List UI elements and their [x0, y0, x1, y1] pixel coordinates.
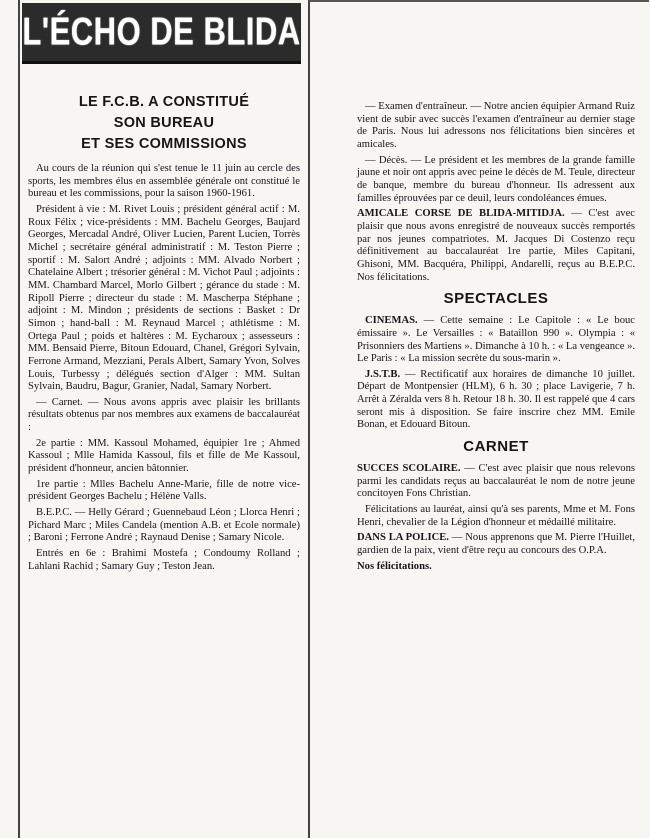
- paragraph-police: [357, 532, 635, 557]
- succes-text: — C'est avec plaisir que nous relevons parmi les candidats reçus au baccalauréat le nom de notre jeune concitoyen Fons Christian.: [357, 463, 635, 500]
- paragraph-amicale: [357, 208, 635, 284]
- left-border-rule: [18, 0, 20, 838]
- paragraph-succes: [357, 463, 635, 501]
- carnet-body: [357, 463, 635, 573]
- headline-line-1: LE F.C.B. A CONSTITUÉ: [78, 94, 250, 110]
- column-divider-rule: [308, 0, 310, 838]
- paragraph-felicitations: Félicitations au lauréat, ainsi qu'à ses parents, Mme et M. Fons Henri, chevalier de la Légion d'honneur et médaillé militaire.: [357, 504, 635, 528]
- closing-line: Nos félicitations.: [357, 560, 432, 572]
- carnet-heading: CARNET: [463, 438, 529, 456]
- paragraph-bac-1re: 1re partie : Mlles Bachelu Anne-Marie, fille de notre vice-président Georges Bachelu ; Hélène Valls.: [28, 478, 300, 503]
- headline-line-2: SON BUREAU: [113, 115, 215, 131]
- paragraph-carnet: — Carnet. — Nous avons appris avec plaisir les brillants résultats obtenus par nos membres aux examens de baccalauréat :: [28, 396, 300, 434]
- cinemas-lead: CINEMAS.: [365, 315, 418, 327]
- spectacles-heading: SPECTACLES: [443, 290, 549, 308]
- succes-lead: SUCCES SCOLAIRE.: [357, 463, 461, 475]
- masthead-banner: [22, 3, 301, 64]
- paragraph-examen: — Examen d'entraîneur. — Notre ancien équipier Armand Ruiz vient de subir avec succès l'examen d'entraîneur au dernier stage de Paris. Nous lui adressons nos félicitations bien sincères et amicales.: [357, 101, 635, 150]
- police-text: — Nous apprenons que M. Pierre l'Huillet, gardien de la paix, vient d'être reçu au concours des O.P.A.: [357, 532, 635, 557]
- column-right: [357, 101, 635, 576]
- jstb-text: — Rectificatif aux horaires de dimanche 10 juillet. Départ de Montpensier (HLM), 6 h. 30 ; place Lavigerie, 7 h. Arrêt à Zéralda vers 8 h. Retour 18 h. 30. Il est rappelé que 4 cars seront mis à disposition. Se faire inscrire chez MM. Emile Bonan, et Edouard Bitoun.: [357, 368, 635, 431]
- amicale-lead: AMICALE CORSE DE BLIDA-MITIDJA.: [357, 208, 565, 220]
- club-news: [357, 101, 635, 284]
- headline-line-3: ET SES COMMISSIONS: [81, 136, 247, 152]
- top-border-rule: [309, 0, 649, 2]
- amicale-text: — C'est avec plaisir que nous avons enregistré de nouveaux succès remportés par nos jeunes compatriotes. M. Jacques Di Costenzo reçu définitivement au baccalauréat 1re partie, Miles Capitani, Ghisoni, MM. Bacquéra, Philippi, Andarelli, reçus au B.E.P.C. Nos félicitations.: [357, 208, 635, 283]
- cinemas-text: — Cette semaine : Le Capitole : « Le bouc émissaire ». Le Versailles : « Bataillon 990 ». Olympia : « Prisonniers des Martiens ». Dimanche à 10 h. : « La vengeance ». Le Paris : « La mission secrète du sous-marin ».: [357, 315, 636, 365]
- paragraph-bepc: B.E.P.C. — Helly Gérard ; Guennebaud Léon ; Llorca Henri ; Pichard Marc ; Miles Candela (mention A.B. et Ecole normale) ; Baroni ; Ferrone André ; Raynaud Denise ; Samary Nicole.: [28, 507, 300, 544]
- paragraph-bureau: Président à vie : M. Rivet Louis ; président général actif : M. Roux Félix ; vice-présidents : MM. Bachelu Georges, Baujard Georges, Mercadal André, Oliver Lucien, Parent Lucien, Torrès Michel ; secrétaire général administratif : M. Teston Pierre ; sportif : M. Salort André ; adjoints : MM. Alvado Norbert ; Chatelaine Albert ; trésorier général : M. Vichot Paul ; adjoints : MM. Chambard Marcel, Morlo Gilbert ; gérance du stade : M. Ripoll Pierre ; directeur du stade : M. Mascherpa Stéphane ; adjoint : M. Mindon ; présidents de sections : Basket : Dr Simon ; hand-ball : M. Reynaud Marcel ; athlétisme : M. Ortega Paul ; poids et haltères : M. Eycharoux ; assesseurs : MM. Bensaid Pierre, Bitoun Edouard, Chanel, Grégori Sylvain, Ferrone Armand, Mezziani, Perals Albert, Samary Yvon, Solves Louis, Turbessy ; délégués section d'Alger : MM. Sultan Sylvain, Baudru, Bagur, Granier, Nadal, Samary Norbert.: [28, 203, 300, 393]
- article-fcb: [28, 92, 300, 576]
- masthead-title: L'ÉCHO DE BLIDA: [22, 9, 301, 54]
- article-body: [28, 163, 300, 573]
- police-lead: DANS LA POLICE.: [357, 532, 449, 544]
- paragraph-deces: — Décès. — Le président et les membres de la grande famille jaune et noir ont appris avec peine le décès de M. Teule, directeur de banque, membre du bureau d'honneur. Ils adressent aux familles éprouvées par ce deuil, leurs condoléances émues.: [357, 154, 635, 204]
- paragraph-intro: Au cours de la réunion qui s'est tenue le 11 juin au cercle des sports, les membres élus en assemblée générale ont constitué le bureau et les commissions, pour la saison 1960-1961.: [28, 163, 300, 200]
- paragraph-bac-2e: 2e partie : MM. Kassoul Mohamed, équipier 1re ; Ahmed Kassoul ; Mlle Hamida Kassoul, fils et fille de Me Kassoul, président d'honneur, ancien bâtonnier.: [28, 437, 300, 475]
- jstb-lead: J.S.T.B.: [365, 368, 401, 380]
- paragraph-cinemas: [357, 315, 635, 366]
- spectacles-body: [357, 315, 635, 432]
- paragraph-jstb: [357, 369, 635, 432]
- paragraph-sixieme: Entrés en 6e : Brahimi Mostefa ; Condoumy Rolland ; Lahlani Rachid ; Samary Guy ; Teston Jean.: [28, 548, 300, 572]
